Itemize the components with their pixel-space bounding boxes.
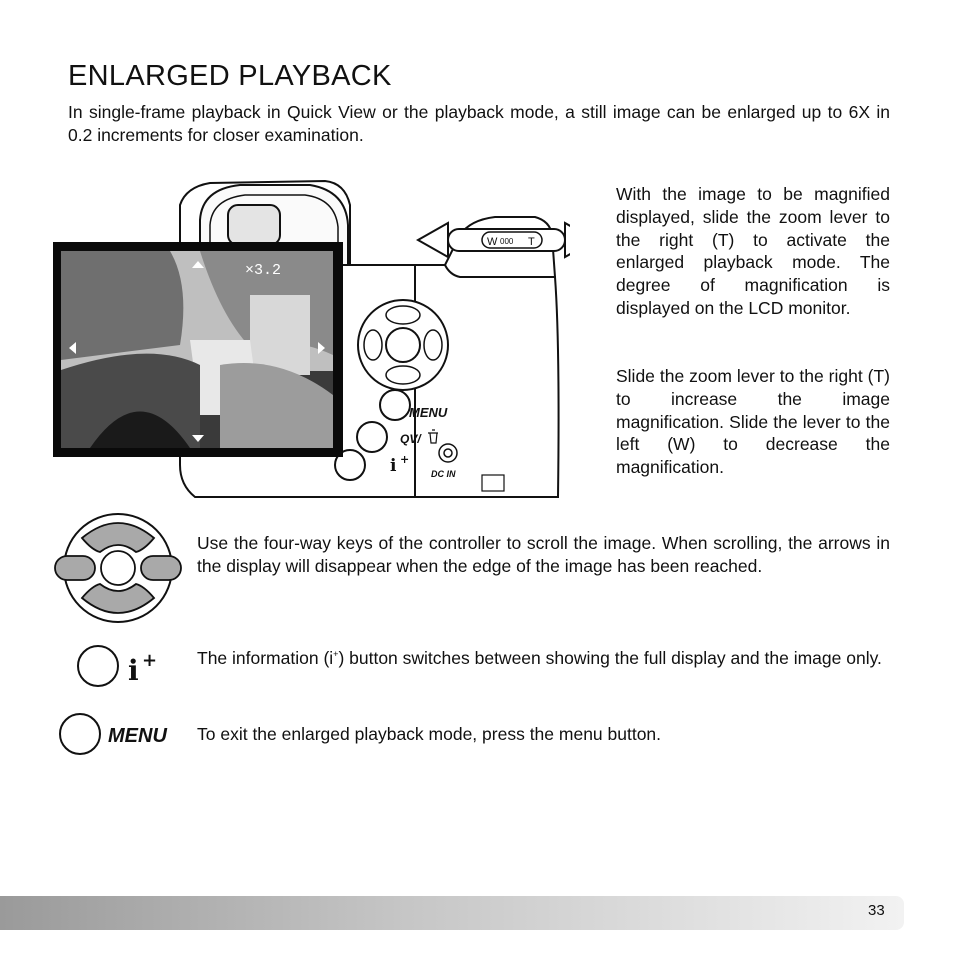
camera-info-label: i xyxy=(390,456,397,476)
controller-right-key xyxy=(141,556,181,580)
camera-menu-label: MENU xyxy=(409,405,448,420)
page-title: ENLARGED PLAYBACK xyxy=(68,60,392,92)
zoom-instructions-paragraph: With the image to be magnified displayed, slide the zoom lever to the right (T) to activate the enlarged playback mode. The degree of magnification is displayed on the LCD monitor. xyxy=(616,184,890,318)
zoom-label-t: T xyxy=(528,236,535,248)
lcd-magnification: ×3.2 xyxy=(245,262,282,279)
menu-button-icon xyxy=(58,712,183,758)
zoom-adjust-paragraph: Slide the zoom lever to the right (T) to increase the image magnification. Slide the lever to the left (W) to decrease the magnification. xyxy=(616,366,890,478)
info-icon-label: i xyxy=(128,654,139,687)
zoom-label-w: W xyxy=(487,236,498,248)
info-paragraph: The information (i+) button switches between showing the full display and the image only. xyxy=(197,647,882,668)
camera-qv-label: QV/ xyxy=(400,432,421,446)
controller-center-button xyxy=(101,551,135,585)
camera-dcin-label: DC IN xyxy=(431,469,456,479)
svg-text:000: 000 xyxy=(500,237,514,246)
info-button-icon xyxy=(76,642,166,692)
footer-bar xyxy=(0,896,904,930)
controller-paragraph: Use the four-way keys of the controller to scroll the image. When scrolling, the arrows in the display will disappear when the edge of the image has been reached. xyxy=(197,533,890,576)
menu-paragraph: To exit the enlarged playback mode, press the menu button. xyxy=(197,724,662,744)
camera-info-sup: + xyxy=(400,453,410,466)
camera-back-illustration xyxy=(50,165,570,500)
controller-left-key xyxy=(55,556,95,580)
page-number: 33 xyxy=(868,902,885,919)
controller-icon xyxy=(52,512,184,624)
menu-icon-label: MENU xyxy=(108,725,167,747)
intro-paragraph: In single-frame playback in Quick View or the playback mode, a still image can be enlarged up to 6X in 0.2 increments for closer examination. xyxy=(68,102,890,145)
info-icon-sup: + xyxy=(142,650,158,671)
